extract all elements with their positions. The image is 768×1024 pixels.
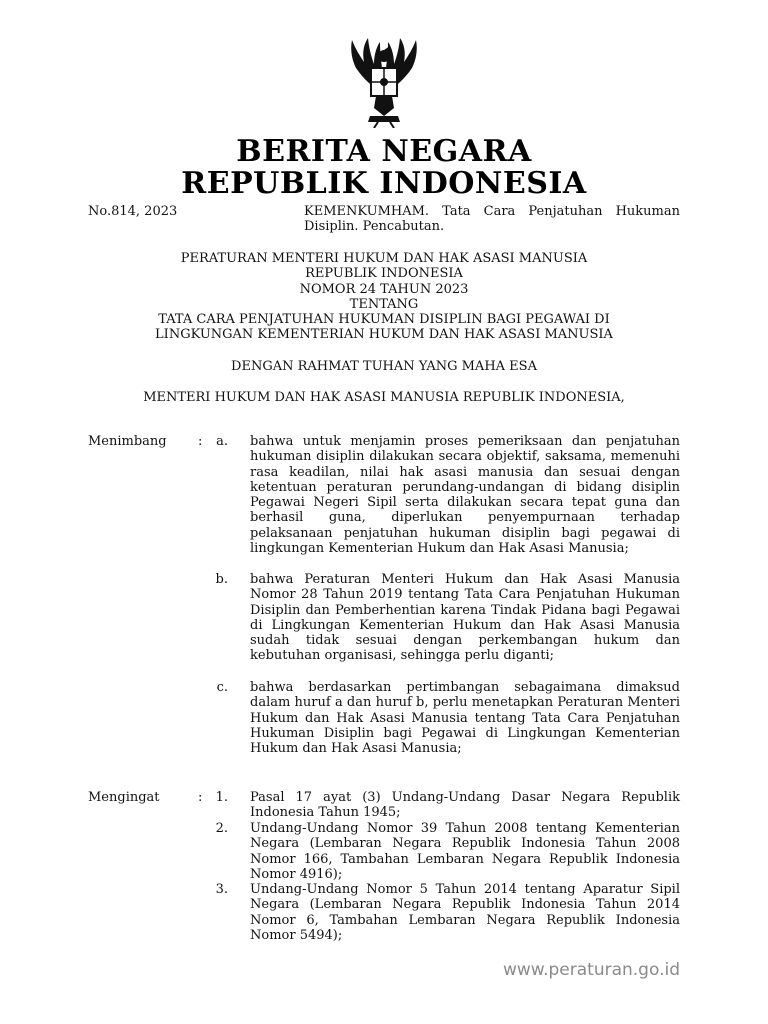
regulation-heading-line: TENTANG — [349, 296, 419, 312]
list-item-marker: b. — [215, 572, 228, 587]
regulation-heading-line: NOMOR 24 TAHUN 2023 — [299, 281, 469, 297]
masthead-title: BERITA NEGARA — [236, 134, 532, 169]
list-item: Undang-Undang Nomor 39 Tahun 2008 tentang Kementerian Negara (Lembaran Negara Republik Indonesia Tahun 2008 Nomor 166, Tambahan Lembaran Negara Republik Indonesia Nomor 4916); — [250, 821, 680, 882]
list-item-marker: 3. — [215, 882, 228, 897]
mengingat-label: Mengingat — [88, 790, 160, 805]
gazette-topic: KEMENKUMHAM. Tata Cara Penjatuhan Hukuman Disiplin. Pencabutan. — [304, 204, 680, 235]
garuda-emblem-icon — [334, 36, 434, 128]
regulation-heading-line: TATA CARA PENJATUHAN HUKUMAN DISIPLIN BAGI PEGAWAI DI — [158, 312, 610, 328]
minister-line: MENTERI HUKUM DAN HAK ASASI MANUSIA REPUBLIK INDONESIA, — [143, 390, 625, 405]
menimbang-label: Menimbang — [88, 434, 167, 449]
list-item: bahwa untuk menjamin proses pemeriksaan dan penjatuhan hukuman disiplin dilakukan secara objektif, saksama, memenuhi rasa keadilan, nilai hak asasi manusia dan sesuai dengan ketentuan peraturan perundang-undangan di bidang disiplin Pegawai Negeri Sipil serta dilakukan secara tepat guna dan berhasil guna, diperlukan penyempurnaan terhadap pelaksanaan penjatuhan hukuman disiplin bagi pegawai di lingkungan Kementerian Hukum dan Hak Asasi Manusia; — [250, 434, 680, 557]
website-watermark: www.peraturan.go.id — [502, 960, 680, 980]
mengingat-colon: : — [198, 790, 203, 805]
masthead-subtitle: REPUBLIK INDONESIA — [181, 166, 587, 201]
list-item: Pasal 17 ayat (3) Undang-Undang Dasar Negara Republik Indonesia Tahun 1945; — [250, 790, 680, 821]
list-item: Undang-Undang Nomor 5 Tahun 2014 tentang Aparatur Sipil Negara (Lembaran Negara Republik Indonesia Tahun 2014 Nomor 6, Tambahan Lembaran Negara Republik Indonesia Nomor 5494); — [250, 882, 680, 943]
list-item: bahwa berdasarkan pertimbangan sebagaimana dimaksud dalam huruf a dan huruf b, perlu menetapkan Peraturan Menteri Hukum dan Hak Asasi Manusia tentang Tata Cara Penjatuhan Hukuman Disiplin bagi Pegawai di Lingkungan Kementerian Hukum dan Hak Asasi Manusia; — [250, 680, 680, 757]
menimbang-colon: : — [198, 434, 203, 449]
regulation-heading-line: LINGKUNGAN KEMENTERIAN HUKUM DAN HAK ASASI MANUSIA — [155, 327, 613, 343]
list-item-marker: c. — [216, 680, 228, 695]
list-item-marker: 1. — [215, 790, 228, 805]
gazette-number: No.814, 2023 — [88, 204, 178, 219]
regulation-heading-line: PERATURAN MENTERI HUKUM DAN HAK ASASI MANUSIA — [180, 251, 588, 266]
blessing-line: DENGAN RAHMAT TUHAN YANG MAHA ESA — [231, 359, 537, 374]
list-item-marker: a. — [216, 434, 228, 449]
list-item-marker: 2. — [215, 821, 228, 836]
regulation-heading-line: REPUBLIK INDONESIA — [305, 266, 463, 282]
regulation-heading — [88, 251, 680, 343]
list-item: bahwa Peraturan Menteri Hukum dan Hak Asasi Manusia Nomor 28 Tahun 2019 tentang Tata Cara Penjatuhan Hukuman Disiplin dan Pemberhentian karena Tindak Pidana bagi Pegawai di Lingkungan Kementerian Hukum dan Hak Asasi Manusia sudah tidak sesuai dengan perkembangan hukum dan kebutuhan organisasi, sehingga perlu diganti; — [250, 572, 680, 664]
